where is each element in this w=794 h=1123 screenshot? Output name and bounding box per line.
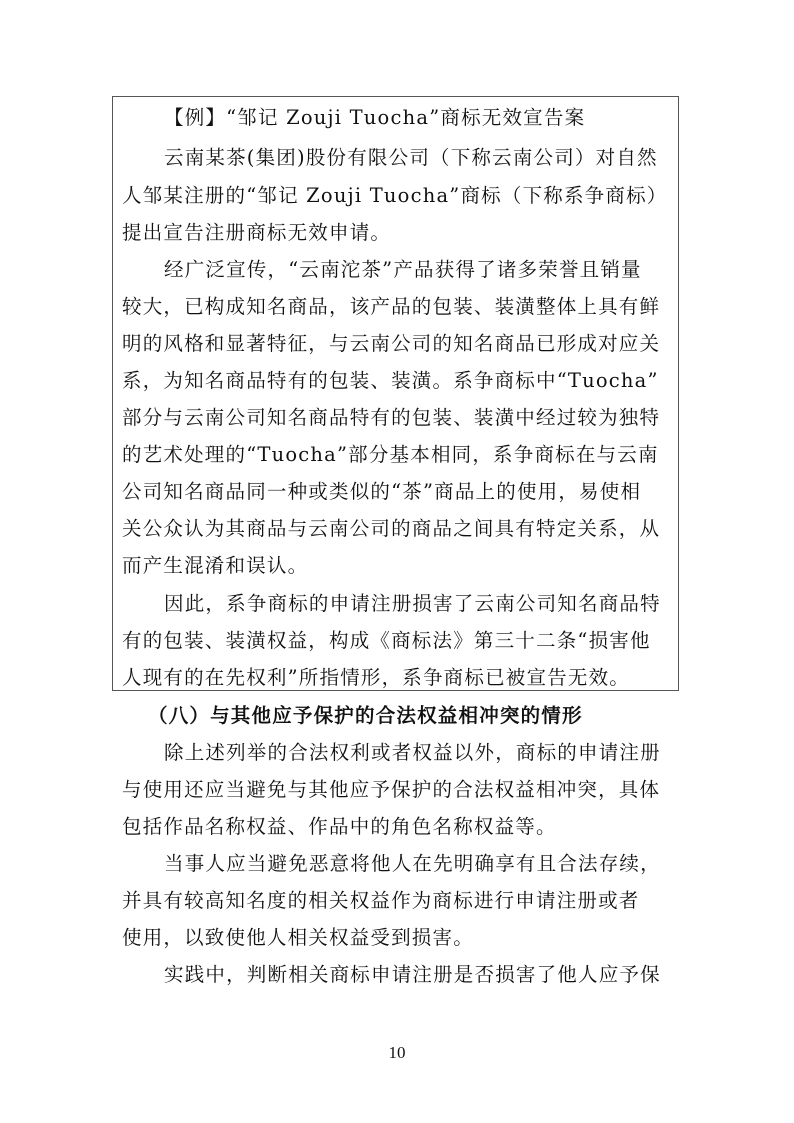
body-paragraph-line: 与使用还应当避免与其他应予保护的合法权益相冲突，具体 (122, 778, 661, 801)
case-title: 【例】“邹记 Zouji Tuocha”商标无效宣告案 (164, 106, 586, 129)
case-paragraph-line: 系，为知名商品特有的包装、装潢。系争商标中“Tuocha” (122, 369, 659, 392)
case-paragraph-line: 较大，已构成知名商品，该产品的包装、装潢整体上具有鲜 (122, 295, 661, 318)
case-paragraph-line: 公司知名商品同一种或类似的“茶”商品上的使用，易使相 (122, 480, 642, 503)
section-heading: （八）与其他应予保护的合法权益相冲突的情形 (148, 704, 583, 727)
case-paragraph-line: 的艺术处理的“Tuocha”部分基本相同，系争商标在与云南 (122, 443, 659, 466)
page-number: 10 (388, 1043, 406, 1062)
case-paragraph-line: 关公众认为其商品与云南公司的商品之间具有特定关系，从 (122, 517, 661, 540)
body-paragraph-line: 包括作品名称权益、作品中的角色名称权益等。 (122, 815, 557, 838)
body-paragraph-line: 实践中，判断相关商标申请注册是否损害了他人应予保 (164, 963, 661, 986)
case-paragraph-line: 人邹某注册的“邹记 Zouji Tuocha”商标（下称系争商标） (122, 184, 668, 207)
case-paragraph-line: 云南某茶(集团)股份有限公司（下称云南公司）对自然 (164, 146, 658, 169)
case-paragraph-line: 人现有的在先权利”所指情形，系争商标已被宣告无效。 (122, 666, 630, 689)
body-paragraph-line: 使用，以致使他人相关权益受到损害。 (122, 926, 474, 949)
case-paragraph-line: 因此，系争商标的申请注册损害了云南公司知名商品特 (164, 592, 661, 615)
body-paragraph-line: 除上述列举的合法权利或者权益以外，商标的申请注册 (164, 741, 661, 764)
case-paragraph-line: 经广泛宣传，“云南沱茶”产品获得了诸多荣誉且销量 (164, 258, 642, 281)
case-paragraph-line: 明的风格和显著特征，与云南公司的知名商品已形成对应关 (122, 332, 661, 355)
body-paragraph-line: 当事人应当避免恶意将他人在先明确享有且合法存续， (164, 852, 661, 875)
case-paragraph-line: 提出宣告注册商标无效申请。 (122, 221, 392, 244)
case-paragraph-line: 有的包装、装潢权益，构成《商标法》第三十二条“损害他 (122, 629, 651, 652)
body-paragraph-line: 并具有较高知名度的相关权益作为商标进行申请注册或者 (122, 889, 640, 912)
case-paragraph-line: 部分与云南公司知名商品特有的包装、装潢中经过较为独特 (122, 406, 661, 429)
case-paragraph-line: 而产生混淆和误认。 (122, 554, 309, 577)
